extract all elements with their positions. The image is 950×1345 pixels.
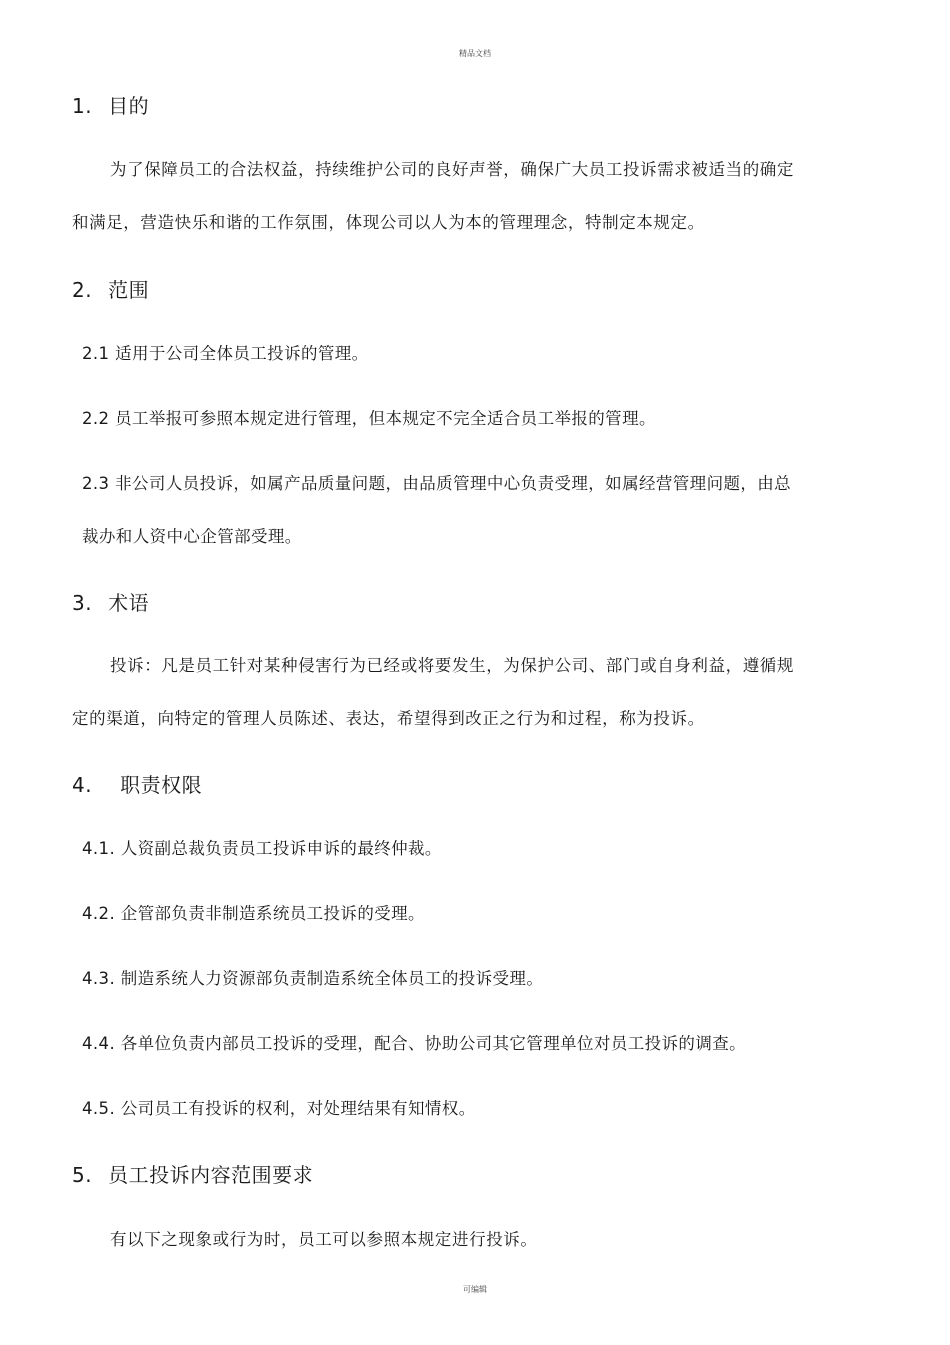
list-item: 4.2. 企管部负责非制造系统员工投诉的受理。 xyxy=(82,904,425,923)
section-number: 3. xyxy=(72,591,93,615)
list-item: 2.2 员工举报可参照本规定进行管理，但本规定不完全适合员工举报的管理。 xyxy=(82,409,656,428)
list-item: 4.4. 各单位负责内部员工投诉的受理，配合、协助公司其它管理单位对员工投诉的调查。 xyxy=(82,1034,747,1053)
page-footer: 可编辑 xyxy=(463,1285,487,1294)
paragraph-line: 投诉：凡是员工针对某种侵害行为已经或将要发生，为保护公司、部门或自身利益，遵循规 xyxy=(110,656,794,675)
section-title: 范围 xyxy=(108,278,150,302)
section-3-heading xyxy=(72,587,149,616)
section-number: 5. xyxy=(72,1163,93,1187)
list-item: 2.3 非公司人员投诉，如属产品质量问题，由品质管理中心负责受理，如属经营管理问题，由总 xyxy=(82,474,792,493)
paragraph-line: 和满足，营造快乐和谐的工作氛围，体现公司以人为本的管理理念，特制定本规定。 xyxy=(72,213,705,232)
section-number: 4. xyxy=(72,773,93,797)
paragraph-line: 有以下之现象或行为时，员工可以参照本规定进行投诉。 xyxy=(110,1230,538,1249)
paragraph-line: 为了保障员工的合法权益，持续维护公司的良好声誉，确保广大员工投诉需求被适当的确定 xyxy=(110,160,794,179)
section-2-heading xyxy=(72,274,149,303)
section-title: 术语 xyxy=(108,591,150,615)
section-number: 1. xyxy=(72,94,93,118)
section-number: 2. xyxy=(72,278,93,302)
section-4-heading xyxy=(72,769,202,798)
list-item: 4.5. 公司员工有投诉的权利，对处理结果有知情权。 xyxy=(82,1099,476,1118)
section-5-heading xyxy=(72,1159,313,1188)
list-item: 4.1. 人资副总裁负责员工投诉申诉的最终仲裁。 xyxy=(82,839,442,858)
list-item: 4.3. 制造系统人力资源部负责制造系统全体员工的投诉受理。 xyxy=(82,969,544,988)
page-header: 精品文档 xyxy=(459,49,491,58)
list-item: 2.1 适用于公司全体员工投诉的管理。 xyxy=(82,344,369,363)
section-title: 目的 xyxy=(108,94,150,118)
list-item-continuation: 裁办和人资中心企管部受理。 xyxy=(82,527,302,546)
paragraph-line: 定的渠道，向特定的管理人员陈述、表达，希望得到改正之行为和过程，称为投诉。 xyxy=(72,709,705,728)
section-1-heading xyxy=(72,90,149,119)
section-title: 职责权限 xyxy=(120,773,203,797)
section-title: 员工投诉内容范围要求 xyxy=(108,1163,314,1187)
